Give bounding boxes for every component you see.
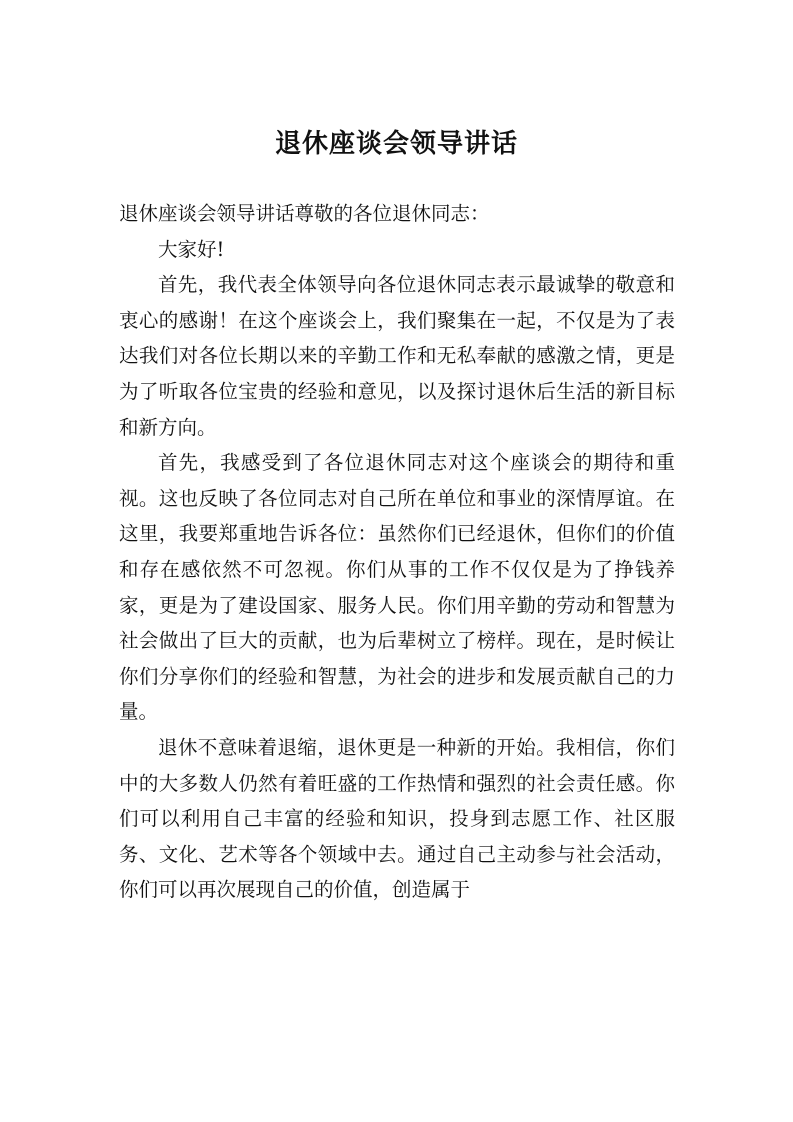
body-paragraph-3: 退休不意味着退缩，退休更是一种新的开始。我相信，你们中的大多数人仍然有着旺盛的工作热情和强烈的社会责任感。你们可以利用自己丰富的经验和知识，投身到志愿工作、社区服务、文化、艺术等各个领域中去。通过自己主动参与社会活动，你们可以再次展现自己的价值，创造属于 (119, 735, 675, 902)
document-body (119, 196, 675, 908)
salutation-paragraph: 退休座谈会领导讲话尊敬的各位退休同志： (119, 202, 490, 225)
document-title: 退休座谈会领导讲话 (274, 129, 518, 159)
body-paragraph-1: 首先，我代表全体领导向各位退休同志表示最诚挚的敬意和衷心的感谢！在这个座谈会上，我们聚集在一起，不仅是为了表达我们对各位长期以来的辛勤工作和无私奉献的感激之情，更是为了听取各位宝贵的经验和意见，以及探讨退休后生活的新目标和新方向。 (119, 273, 675, 439)
greeting-paragraph: 大家好! (158, 237, 225, 261)
body-paragraph-2: 首先，我感受到了各位退休同志对这个座谈会的期待和重视。这也反映了各位同志对自己所在单位和事业的深情厚谊。在这里，我要郑重地告诉各位：虽然你们已经退休，但你们的价值和存在感依然不可忽视。你们从事的工作不仅仅是为了挣钱养家，更是为了建设国家、服务人民。你们用辛勤的劳动和智慧为社会做出了巨大的贡献，也为后辈树立了榜样。现在，是时候让你们分享你们的经验和智慧，为社会的进步和发展贡献自己的力量。 (119, 451, 675, 724)
